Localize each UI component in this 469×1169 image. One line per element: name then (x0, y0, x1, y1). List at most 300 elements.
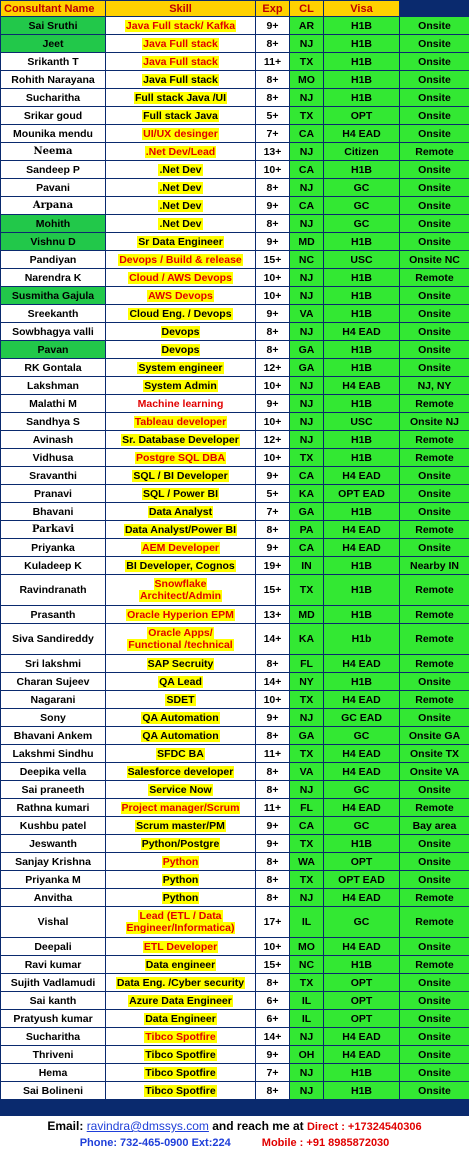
client-location: TX (290, 691, 324, 709)
skill-cell (106, 763, 256, 781)
consultant-name: Parkavi (1, 521, 106, 539)
skill-cell (106, 89, 256, 107)
skill-cell (106, 781, 256, 799)
experience: 8+ (256, 727, 290, 745)
consultant-name: Kuladeep K (1, 557, 106, 575)
header-exp: Exp (256, 1, 290, 17)
consultant-name: Lakshman (1, 377, 106, 395)
experience: 15+ (256, 956, 290, 974)
email-link[interactable]: ravindra@dmssys.com (86, 1119, 209, 1133)
consultant-name: Pandiyan (1, 251, 106, 269)
table-row (1, 938, 469, 956)
work-mode: Remote (400, 431, 469, 449)
work-mode: Onsite (400, 305, 469, 323)
work-mode: Onsite (400, 35, 469, 53)
experience: 10+ (256, 449, 290, 467)
skill-cell (106, 992, 256, 1010)
office-phone: Phone: 732-465-0900 Ext:224 (79, 1137, 231, 1149)
skill-text: Data Engineer (145, 1012, 216, 1025)
work-mode: Remote (400, 889, 469, 907)
skill-cell (106, 143, 256, 161)
skill-cell (106, 449, 256, 467)
work-mode: Onsite (400, 215, 469, 233)
work-mode: Onsite (400, 709, 469, 727)
visa-status: OPT (324, 1010, 400, 1028)
experience: 6+ (256, 992, 290, 1010)
table-row (1, 763, 469, 781)
consultant-name: Bhavani (1, 503, 106, 521)
visa-status: Citizen (324, 143, 400, 161)
experience: 14+ (256, 1028, 290, 1046)
header-consultant-name: Consultant Name (1, 1, 106, 17)
client-location: NJ (290, 179, 324, 197)
skill-cell (106, 305, 256, 323)
visa-status: OPT EAD (324, 871, 400, 889)
skill-text: Service Now (149, 783, 212, 796)
skill-cell (106, 359, 256, 377)
skill-text: Cloud / AWS Devops (129, 271, 232, 284)
skill-text: Java Full stack (143, 55, 218, 68)
table-row (1, 71, 469, 89)
experience: 10+ (256, 269, 290, 287)
consultant-name: Sreekanth (1, 305, 106, 323)
visa-status: H4 EAD (324, 539, 400, 557)
skill-text: SFDC BA (157, 747, 204, 760)
table-row (1, 539, 469, 557)
experience: 9+ (256, 709, 290, 727)
visa-status: H1B (324, 233, 400, 251)
skill-text: Tibco Spotfire (145, 1066, 216, 1079)
skill-text: Data Analyst/Power BI (124, 523, 237, 536)
table-row (1, 624, 469, 655)
work-mode: Onsite VA (400, 763, 469, 781)
visa-status: GC EAD (324, 709, 400, 727)
skill-text: Full stack Java (143, 109, 218, 122)
visa-status: H1B (324, 1064, 400, 1082)
client-location: KA (290, 485, 324, 503)
reach-text: and reach me at (212, 1119, 304, 1133)
consultant-name: Jeet (1, 35, 106, 53)
work-mode: Onsite (400, 938, 469, 956)
consultant-name: Thriveni (1, 1046, 106, 1064)
work-mode: Onsite (400, 835, 469, 853)
experience: 9+ (256, 817, 290, 835)
table-row (1, 606, 469, 624)
visa-status: H4 EAD (324, 1046, 400, 1064)
consultant-name: Deepika vella (1, 763, 106, 781)
table-row (1, 359, 469, 377)
table-row (1, 413, 469, 431)
consultant-name: Sony (1, 709, 106, 727)
experience: 10+ (256, 938, 290, 956)
work-mode: Nearby IN (400, 557, 469, 575)
experience: 9+ (256, 1046, 290, 1064)
table-row (1, 269, 469, 287)
consultant-name: Vishal (1, 907, 106, 938)
client-location: NJ (290, 1082, 324, 1100)
table-row (1, 781, 469, 799)
table-row (1, 395, 469, 413)
skill-text: .Net Dev (159, 181, 202, 194)
work-mode: Onsite (400, 287, 469, 305)
experience: 8+ (256, 35, 290, 53)
visa-status: H1B (324, 395, 400, 413)
work-mode: Onsite (400, 503, 469, 521)
skill-cell (106, 251, 256, 269)
consultant-name: Sri lakshmi (1, 655, 106, 673)
work-mode: Onsite (400, 359, 469, 377)
visa-status: H1B (324, 449, 400, 467)
skill-cell (106, 197, 256, 215)
skill-text: Java Full stack/ Kafka (125, 19, 236, 32)
client-location: NJ (290, 35, 324, 53)
visa-status: H1B (324, 269, 400, 287)
visa-status: H1B (324, 503, 400, 521)
consultant-name: Ravi kumar (1, 956, 106, 974)
work-mode: Onsite (400, 197, 469, 215)
visa-status: H1B (324, 287, 400, 305)
table-row (1, 709, 469, 727)
skill-cell (106, 323, 256, 341)
experience: 7+ (256, 503, 290, 521)
work-mode: Remote (400, 691, 469, 709)
client-location: CA (290, 125, 324, 143)
consultant-name: Prasanth (1, 606, 106, 624)
experience: 10+ (256, 287, 290, 305)
work-mode: Onsite (400, 71, 469, 89)
client-location: AR (290, 17, 324, 35)
skill-text: ETL Developer (143, 940, 218, 953)
visa-status: H1B (324, 35, 400, 53)
consultant-name: Susmitha Gajula (1, 287, 106, 305)
experience: 9+ (256, 835, 290, 853)
skill-text: .Net Dev (159, 199, 202, 212)
experience: 12+ (256, 359, 290, 377)
table-header-row (1, 1, 469, 17)
client-location: GA (290, 341, 324, 359)
skill-text: QA Lead (159, 675, 202, 688)
client-location: NJ (290, 215, 324, 233)
work-mode: Onsite (400, 125, 469, 143)
client-location: OH (290, 1046, 324, 1064)
table-row (1, 1010, 469, 1028)
experience: 9+ (256, 395, 290, 413)
table-row (1, 431, 469, 449)
work-mode: Onsite GA (400, 727, 469, 745)
work-mode: Onsite (400, 1046, 469, 1064)
table-row (1, 992, 469, 1010)
skill-text: Snowflake (154, 578, 207, 590)
visa-status: OPT EAD (324, 485, 400, 503)
client-location: NC (290, 956, 324, 974)
client-location: TX (290, 871, 324, 889)
experience: 5+ (256, 107, 290, 125)
skill-text: SDET (166, 693, 195, 706)
skill-cell (106, 889, 256, 907)
table-row (1, 1028, 469, 1046)
client-location: GA (290, 503, 324, 521)
skill-cell (106, 745, 256, 763)
table-row (1, 287, 469, 305)
work-mode: Onsite (400, 341, 469, 359)
consultant-name: Vishnu D (1, 233, 106, 251)
client-location: MO (290, 938, 324, 956)
skill-cell (106, 1064, 256, 1082)
visa-status: H4 EAD (324, 745, 400, 763)
skill-cell (106, 125, 256, 143)
table-body (1, 17, 469, 1100)
client-location: NJ (290, 323, 324, 341)
consultant-name: Sai kanth (1, 992, 106, 1010)
visa-status: H4 EAD (324, 889, 400, 907)
table-row (1, 143, 469, 161)
client-location: TX (290, 107, 324, 125)
skill-text: Python (162, 891, 199, 904)
client-location: TX (290, 575, 324, 606)
client-location: TX (290, 974, 324, 992)
skill-cell (106, 727, 256, 745)
table-row (1, 727, 469, 745)
skill-text: Full stack Java /UI (134, 91, 227, 104)
table-row (1, 485, 469, 503)
consultant-name: Pavani (1, 179, 106, 197)
skill-text: Data engineer (145, 958, 216, 971)
experience: 8+ (256, 871, 290, 889)
skill-cell (106, 17, 256, 35)
skill-text: .Net Dev/Lead (145, 145, 216, 158)
table-row (1, 179, 469, 197)
direct-phone: Direct : +17324540306 (306, 1121, 422, 1133)
work-mode: Onsite (400, 673, 469, 691)
work-mode: Onsite TX (400, 745, 469, 763)
work-mode: Onsite (400, 1010, 469, 1028)
client-location: NJ (290, 89, 324, 107)
consultant-name: Hema (1, 1064, 106, 1082)
experience: 15+ (256, 575, 290, 606)
skill-text: Machine learning (137, 397, 224, 410)
skill-text: Java Full stack (143, 73, 218, 86)
experience: 9+ (256, 467, 290, 485)
skill-cell (106, 395, 256, 413)
visa-status: H1B (324, 557, 400, 575)
visa-status: H1B (324, 956, 400, 974)
skill-cell (106, 907, 256, 938)
skill-text: .Net Dev (159, 217, 202, 230)
consultant-name: Sandhya S (1, 413, 106, 431)
client-location: NJ (290, 709, 324, 727)
table-row (1, 521, 469, 539)
consultant-name: Deepali (1, 938, 106, 956)
skill-text: System engineer (138, 361, 223, 374)
client-location: IN (290, 557, 324, 575)
work-mode: Remote (400, 395, 469, 413)
visa-status: H1B (324, 431, 400, 449)
skill-cell (106, 53, 256, 71)
table-row (1, 557, 469, 575)
experience: 5+ (256, 485, 290, 503)
skill-cell (106, 575, 256, 606)
work-mode: Remote (400, 143, 469, 161)
consultant-name: Srikanth T (1, 53, 106, 71)
visa-status: H1B (324, 17, 400, 35)
visa-status: OPT (324, 853, 400, 871)
skill-cell (106, 1028, 256, 1046)
client-location: TX (290, 53, 324, 71)
skill-text: Devops / Build & release (119, 253, 242, 266)
work-mode: Onsite (400, 974, 469, 992)
table-row (1, 1082, 469, 1100)
table-row (1, 974, 469, 992)
table-row (1, 53, 469, 71)
client-location: TX (290, 745, 324, 763)
work-mode: Onsite (400, 89, 469, 107)
work-mode: Remote (400, 269, 469, 287)
skill-text: QA Automation (142, 729, 219, 742)
skill-text: Python/Postgre (141, 837, 220, 850)
table-row (1, 449, 469, 467)
consultant-name: Charan Sujeev (1, 673, 106, 691)
consultant-name: Kushbu patel (1, 817, 106, 835)
experience: 8+ (256, 853, 290, 871)
consultant-name: Rathna kumari (1, 799, 106, 817)
skill-text: Project manager/Scrum (121, 801, 240, 814)
consultant-name: Sanjay Krishna (1, 853, 106, 871)
consultant-name: Arpana (1, 197, 106, 215)
skill-text: SQL / Power BI (142, 487, 219, 500)
client-location: IL (290, 907, 324, 938)
work-mode: Onsite (400, 17, 469, 35)
client-location: PA (290, 521, 324, 539)
work-mode: Onsite (400, 179, 469, 197)
work-mode: NJ, NY (400, 377, 469, 395)
table-row (1, 673, 469, 691)
visa-status: H4 EAD (324, 938, 400, 956)
skill-cell (106, 521, 256, 539)
skill-cell (106, 287, 256, 305)
table-row (1, 1064, 469, 1082)
consultant-name: Pratyush kumar (1, 1010, 106, 1028)
skill-text: Azure Data Engineer (129, 994, 232, 1007)
client-location: NY (290, 673, 324, 691)
visa-status: H4 EAD (324, 1028, 400, 1046)
work-mode: Onsite (400, 485, 469, 503)
visa-status: H4 EAD (324, 323, 400, 341)
experience: 8+ (256, 974, 290, 992)
visa-status: H4 EAD (324, 125, 400, 143)
experience: 6+ (256, 1010, 290, 1028)
visa-status: H1B (324, 71, 400, 89)
client-location: KA (290, 624, 324, 655)
work-mode: Remote (400, 907, 469, 938)
experience: 8+ (256, 889, 290, 907)
visa-status: H1B (324, 606, 400, 624)
client-location: MO (290, 71, 324, 89)
visa-status: H4 EAD (324, 691, 400, 709)
table-row (1, 575, 469, 606)
skill-text: Tibco Spotfire (145, 1030, 216, 1043)
skill-text: Tableau developer (134, 415, 227, 428)
skill-cell (106, 673, 256, 691)
client-location: NJ (290, 377, 324, 395)
client-location: FL (290, 655, 324, 673)
experience: 8+ (256, 1082, 290, 1100)
experience: 9+ (256, 197, 290, 215)
skill-text: Salesforce developer (127, 765, 234, 778)
skill-cell (106, 35, 256, 53)
client-location: WA (290, 853, 324, 871)
table-row (1, 655, 469, 673)
experience: 8+ (256, 763, 290, 781)
table-row (1, 503, 469, 521)
client-location: CA (290, 197, 324, 215)
consultant-name: Anvitha (1, 889, 106, 907)
visa-status: H1B (324, 305, 400, 323)
skill-cell (106, 215, 256, 233)
table-row (1, 956, 469, 974)
consultant-name: RK Gontala (1, 359, 106, 377)
experience: 9+ (256, 305, 290, 323)
client-location: CA (290, 467, 324, 485)
table-row (1, 17, 469, 35)
skill-cell (106, 341, 256, 359)
experience: 7+ (256, 125, 290, 143)
work-mode: Onsite (400, 233, 469, 251)
visa-status: H1b (324, 624, 400, 655)
client-location: NJ (290, 889, 324, 907)
consultant-name: Sandeep P (1, 161, 106, 179)
work-mode: Onsite (400, 53, 469, 71)
client-location: NJ (290, 781, 324, 799)
visa-status: USC (324, 413, 400, 431)
skill-cell (106, 853, 256, 871)
visa-status: GC (324, 817, 400, 835)
skill-text: UI/UX desinger (143, 127, 218, 140)
client-location: MD (290, 606, 324, 624)
skill-cell (106, 871, 256, 889)
work-mode: Onsite (400, 539, 469, 557)
visa-status: GC (324, 215, 400, 233)
work-mode: Remote (400, 575, 469, 606)
skill-cell (106, 974, 256, 992)
visa-status: H1B (324, 161, 400, 179)
visa-status: GC (324, 907, 400, 938)
skill-text: Oracle Apps/ (148, 627, 213, 639)
client-location: MD (290, 233, 324, 251)
skill-text: Python (162, 855, 199, 868)
work-mode: Onsite (400, 781, 469, 799)
visa-status: H1B (324, 53, 400, 71)
table-row (1, 1046, 469, 1064)
consultant-name: Sucharitha (1, 89, 106, 107)
client-location: TX (290, 449, 324, 467)
work-mode: Onsite (400, 107, 469, 125)
work-mode: Remote (400, 655, 469, 673)
visa-status: GC (324, 179, 400, 197)
experience: 8+ (256, 323, 290, 341)
client-location: NJ (290, 1064, 324, 1082)
work-mode: Onsite (400, 1028, 469, 1046)
skill-cell (106, 377, 256, 395)
table-row (1, 161, 469, 179)
table-row (1, 835, 469, 853)
skill-cell (106, 233, 256, 251)
client-location: IL (290, 1010, 324, 1028)
client-location: IL (290, 992, 324, 1010)
skill-text: SAP Secruity (147, 657, 214, 670)
skill-cell (106, 431, 256, 449)
visa-status: H1B (324, 341, 400, 359)
header-skill: Skill (106, 1, 256, 17)
